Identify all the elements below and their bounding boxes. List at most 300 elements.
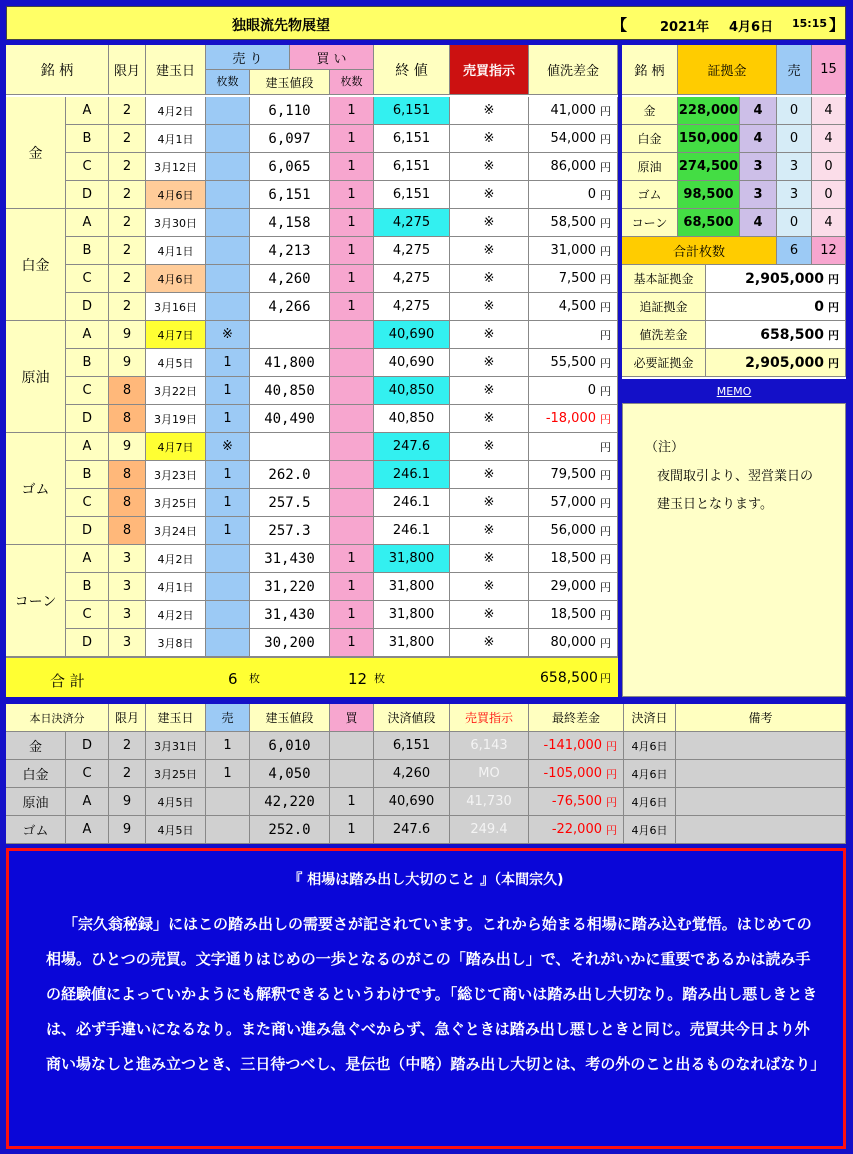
row-instruction-text: ※ xyxy=(483,439,495,454)
margin-header-uri xyxy=(777,45,812,95)
row-label-text: A xyxy=(82,103,92,118)
settle-row-month xyxy=(109,760,146,788)
row-month xyxy=(109,629,146,657)
total-diff: 658,500 xyxy=(540,670,598,686)
row-close-text: 31,800 xyxy=(388,635,435,650)
settle-row-date-text: 4月5日 xyxy=(157,795,194,809)
row-label xyxy=(66,209,109,237)
row-instruction-text: ※ xyxy=(483,635,495,650)
yen-unit: 円 xyxy=(600,608,611,622)
row-sell-text: 1 xyxy=(223,411,232,426)
settle-row-diff-text: -105,000 xyxy=(543,766,602,781)
yen-unit: 円 xyxy=(600,636,611,650)
row-label-text: A xyxy=(82,551,92,566)
row-instruction xyxy=(450,97,529,125)
row-label-text: C xyxy=(82,607,92,622)
row-price-text: 262.0 xyxy=(268,466,311,483)
row-diff xyxy=(529,377,618,405)
row-close-text: 4,275 xyxy=(392,215,431,230)
row-date-text: 4月1日 xyxy=(157,132,194,146)
margin-summary-label xyxy=(622,349,706,377)
margin-row-buy xyxy=(812,125,846,153)
row-month xyxy=(109,405,146,433)
settle-row-date-settled-text: 4月6日 xyxy=(631,795,668,809)
row-price-text: 41,800 xyxy=(264,354,315,371)
settle-header-kessaibi xyxy=(624,704,676,732)
row-diff-text: 54,000 xyxy=(550,131,596,146)
row-label xyxy=(66,433,109,461)
row-month-text: 3 xyxy=(122,579,132,594)
row-sell-text: ※ xyxy=(222,327,233,342)
row-sell xyxy=(206,573,250,601)
margin-row-name-text: 原油 xyxy=(637,160,662,174)
margin-row-amount xyxy=(678,125,740,153)
total-sell-count: 6 xyxy=(228,670,238,688)
row-sell-text: ※ xyxy=(222,439,233,454)
row-close xyxy=(374,377,450,405)
yen-unit: 円 xyxy=(606,795,617,809)
row-close xyxy=(374,181,450,209)
settle-row-price xyxy=(250,732,330,760)
yen-unit: 円 xyxy=(606,823,617,837)
row-price xyxy=(250,461,330,489)
row-date-text: 3月24日 xyxy=(154,524,197,538)
row-instruction xyxy=(450,209,529,237)
row-label-text: A xyxy=(82,439,92,454)
row-month-text: 2 xyxy=(122,187,132,202)
header-year: 2021年 xyxy=(660,20,710,35)
header-sell-maisu xyxy=(206,70,250,95)
row-price-text: 31,220 xyxy=(264,578,315,595)
settle-row-name xyxy=(6,760,66,788)
row-instruction xyxy=(450,573,529,601)
row-instruction-text: ※ xyxy=(483,187,495,202)
row-date-text: 3月16日 xyxy=(154,300,197,314)
group-name-text: コーン xyxy=(14,593,57,610)
row-price xyxy=(250,489,330,517)
yen-unit: 円 xyxy=(600,216,611,230)
row-instruction xyxy=(450,293,529,321)
row-diff xyxy=(529,209,618,237)
row-diff xyxy=(529,517,618,545)
settle-row-date-settled-text: 4月6日 xyxy=(631,823,668,837)
quote-title: 『 相場は踏み出し大切のこと 』（本間宗久) xyxy=(288,872,564,888)
memo-link[interactable]: MEMO xyxy=(716,385,752,398)
settle-row-instruction-text: MO xyxy=(478,766,500,781)
row-date xyxy=(146,321,206,349)
settle-row-month-text: 2 xyxy=(122,738,132,753)
row-date-text: 3月8日 xyxy=(157,636,194,650)
row-instruction xyxy=(450,153,529,181)
row-month-text: 2 xyxy=(122,159,132,174)
settle-row-date-settled xyxy=(624,816,676,844)
settle-row-note xyxy=(676,816,846,844)
row-close xyxy=(374,349,450,377)
margin-summary-value-text: 2,905,000 xyxy=(745,354,824,371)
row-buy xyxy=(330,517,374,545)
row-price xyxy=(250,97,330,125)
yen-unit: 円 xyxy=(600,160,611,174)
date-bracket-open: 【 xyxy=(612,16,628,34)
row-buy-text: 1 xyxy=(347,215,356,230)
settle-header-saishu-sakin-text: 最終差金 xyxy=(551,711,600,725)
row-buy-text: 1 xyxy=(347,607,356,622)
row-diff xyxy=(529,433,618,461)
row-instruction-text: ※ xyxy=(483,103,495,118)
header-owarine xyxy=(374,45,450,95)
row-buy xyxy=(330,433,374,461)
row-buy xyxy=(330,153,374,181)
settle-header-tategyoku-nedan xyxy=(250,704,330,732)
row-sell xyxy=(206,97,250,125)
row-label-text: D xyxy=(81,635,92,650)
yen-unit: 円 xyxy=(600,440,611,454)
row-label xyxy=(66,629,109,657)
margin-row-name xyxy=(622,153,678,181)
margin-row-sell xyxy=(777,209,812,237)
row-buy xyxy=(330,181,374,209)
row-buy xyxy=(330,489,374,517)
row-month-text: 3 xyxy=(122,607,132,622)
row-date-text: 4月6日 xyxy=(157,272,194,286)
margin-row-n xyxy=(740,181,777,209)
row-month-text: 3 xyxy=(122,551,132,566)
row-close-text: 40,690 xyxy=(388,355,435,370)
row-diff-text: 0 xyxy=(587,383,596,398)
row-instruction xyxy=(450,181,529,209)
row-instruction xyxy=(450,545,529,573)
row-close-text: 4,275 xyxy=(392,299,431,314)
settle-header-biko-text: 備考 xyxy=(748,711,773,725)
row-label xyxy=(66,237,109,265)
margin-row-n-text: 4 xyxy=(753,103,763,118)
row-diff-text: 57,000 xyxy=(550,495,596,510)
row-date xyxy=(146,601,206,629)
row-price-text: 257.5 xyxy=(268,494,311,511)
settle-header-title xyxy=(6,704,109,732)
row-month-text: 9 xyxy=(122,439,132,454)
header-kai xyxy=(290,45,374,70)
margin-total-label-text: 合計枚数 xyxy=(672,245,725,260)
margin-summary-label-text: 必要証拠金 xyxy=(633,356,694,370)
row-month-text: 8 xyxy=(122,411,132,426)
margin-summary-label-text: 追証拠金 xyxy=(639,300,688,314)
row-diff-text: 79,500 xyxy=(550,467,596,482)
row-month-text: 8 xyxy=(122,467,132,482)
row-label xyxy=(66,573,109,601)
row-close xyxy=(374,461,450,489)
settle-row-date xyxy=(146,788,206,816)
row-diff xyxy=(529,629,618,657)
row-price-text: 40,850 xyxy=(264,382,315,399)
settle-row-buy xyxy=(330,788,374,816)
margin-row-buy-text: 4 xyxy=(824,215,833,230)
row-month-text: 2 xyxy=(122,131,132,146)
header-gengetsu-text: 限月 xyxy=(113,64,140,79)
row-sell xyxy=(206,265,250,293)
row-price-text: 4,213 xyxy=(268,242,311,259)
row-label-text: A xyxy=(82,215,92,230)
margin-row-name-text: 白金 xyxy=(637,132,662,146)
yen-unit: 円 xyxy=(600,328,611,342)
row-instruction xyxy=(450,125,529,153)
row-label xyxy=(66,377,109,405)
settle-row-settle-text: 6,151 xyxy=(392,738,431,753)
yen-unit: 円 xyxy=(600,468,611,482)
settle-row-month xyxy=(109,816,146,844)
header-sell-maisu-text: 枚数 xyxy=(216,75,239,88)
header-time: 15:15 xyxy=(792,17,828,30)
margin-row-amount xyxy=(678,97,740,125)
margin-row-n-text: 4 xyxy=(753,215,763,230)
row-diff xyxy=(529,461,618,489)
row-date xyxy=(146,153,206,181)
yen-unit: 円 xyxy=(606,739,617,753)
row-instruction-text: ※ xyxy=(483,579,495,594)
row-label xyxy=(66,601,109,629)
settle-row-buy xyxy=(330,732,374,760)
row-sell xyxy=(206,293,250,321)
row-label xyxy=(66,97,109,125)
margin-row-n xyxy=(740,97,777,125)
settle-row-date xyxy=(146,816,206,844)
row-date xyxy=(146,209,206,237)
row-label xyxy=(66,153,109,181)
row-label-text: B xyxy=(82,579,92,594)
settle-row-instruction xyxy=(450,732,529,760)
row-instruction-text: ※ xyxy=(483,495,495,510)
margin-header-shokokin xyxy=(678,45,777,95)
quote-panel xyxy=(6,848,846,1149)
header-meigara-text: 銘 柄 xyxy=(40,62,74,79)
group-name-text: ゴム xyxy=(21,481,50,498)
row-sell xyxy=(206,461,250,489)
row-diff-text: 0 xyxy=(587,187,596,202)
header-tategyokubi-text: 建玉日 xyxy=(155,64,195,79)
margin-row-buy xyxy=(812,153,846,181)
header-uri-text: 売 り xyxy=(232,51,263,67)
settle-row-settle xyxy=(374,788,450,816)
row-month-text: 8 xyxy=(122,495,132,510)
margin-row-n xyxy=(740,153,777,181)
row-instruction-text: ※ xyxy=(483,551,495,566)
row-price xyxy=(250,405,330,433)
row-label-text: C xyxy=(82,495,92,510)
row-close-text: 4,275 xyxy=(392,271,431,286)
settle-header-kessaibi-text: 決済日 xyxy=(631,711,668,725)
yen-unit: 円 xyxy=(600,132,611,146)
row-buy-text: 1 xyxy=(347,187,356,202)
settle-row-label-text: A xyxy=(82,822,92,837)
row-close xyxy=(374,433,450,461)
margin-summary-label-text: 基本証拠金 xyxy=(633,272,694,286)
margin-row-sell xyxy=(777,153,812,181)
row-sell xyxy=(206,405,250,433)
page-title: 独眼流先物展望 xyxy=(232,18,330,34)
row-close xyxy=(374,153,450,181)
row-price xyxy=(250,517,330,545)
row-instruction xyxy=(450,461,529,489)
settle-row-label xyxy=(66,788,109,816)
row-buy xyxy=(330,265,374,293)
settle-row-sell xyxy=(206,732,250,760)
yen-unit: 円 xyxy=(600,496,611,510)
settle-header-biko xyxy=(676,704,846,732)
settle-row-name-text: 原油 xyxy=(22,796,49,811)
settle-header-kessai-nedan xyxy=(374,704,450,732)
margin-row-sell xyxy=(777,125,812,153)
row-diff-text: 18,500 xyxy=(550,607,596,622)
row-buy-text: 1 xyxy=(347,551,356,566)
group-name-text: 原油 xyxy=(21,369,50,386)
row-month xyxy=(109,97,146,125)
row-instruction-text: ※ xyxy=(483,327,495,342)
settle-header-uri xyxy=(206,704,250,732)
row-label-text: D xyxy=(81,187,92,202)
row-price-text: 4,266 xyxy=(268,298,311,315)
margin-summary-value xyxy=(706,293,846,321)
settle-row-note xyxy=(676,760,846,788)
group-name xyxy=(6,433,66,545)
row-close-text: 246.1 xyxy=(392,467,431,482)
row-buy xyxy=(330,573,374,601)
yen-unit: 円 xyxy=(600,412,611,426)
settle-row-note xyxy=(676,788,846,816)
yen-unit: 円 xyxy=(828,272,839,286)
margin-summary-value-text: 0 xyxy=(814,298,824,315)
row-month xyxy=(109,209,146,237)
settle-row-sell xyxy=(206,788,250,816)
settle-row-name xyxy=(6,816,66,844)
margin-summary-label xyxy=(622,293,706,321)
row-date xyxy=(146,265,206,293)
header-kai-text: 買 い xyxy=(316,51,347,67)
settle-row-diff-text: -141,000 xyxy=(543,738,602,753)
total-row xyxy=(6,657,618,697)
row-sell-text: 1 xyxy=(223,523,232,538)
row-date xyxy=(146,181,206,209)
margin-total-sell-text: 6 xyxy=(789,243,799,258)
settle-row-sell xyxy=(206,816,250,844)
settle-header-kessai-nedan-text: 決済値段 xyxy=(387,711,436,725)
margin-row-n xyxy=(740,209,777,237)
row-close xyxy=(374,125,450,153)
header-gengetsu xyxy=(109,45,146,95)
settle-row-date-settled xyxy=(624,760,676,788)
row-date-text: 3月22日 xyxy=(154,384,197,398)
row-diff xyxy=(529,293,618,321)
settle-row-price-text: 4,050 xyxy=(268,765,311,782)
settle-row-settle xyxy=(374,760,450,788)
yen-unit: 円 xyxy=(828,328,839,342)
row-date-text: 4月2日 xyxy=(157,608,194,622)
row-sell xyxy=(206,125,250,153)
settle-row-label-text: A xyxy=(82,794,92,809)
row-close-text: 246.1 xyxy=(392,523,431,538)
settle-row-name xyxy=(6,788,66,816)
settle-row-diff xyxy=(529,788,624,816)
row-date-text: 3月30日 xyxy=(154,216,197,230)
settle-row-price xyxy=(250,788,330,816)
margin-row-sell xyxy=(777,181,812,209)
row-diff xyxy=(529,349,618,377)
margin-header-meigara xyxy=(622,45,678,95)
header-baibai-shiji xyxy=(450,45,529,95)
row-price xyxy=(250,377,330,405)
row-sell-text: 1 xyxy=(223,495,232,510)
row-close xyxy=(374,573,450,601)
row-instruction xyxy=(450,601,529,629)
margin-summary-value-text: 658,500 xyxy=(760,326,824,343)
row-diff xyxy=(529,573,618,601)
row-buy-text: 1 xyxy=(347,243,356,258)
row-instruction xyxy=(450,237,529,265)
row-sell-text: 1 xyxy=(223,467,232,482)
row-instruction-text: ※ xyxy=(483,159,495,174)
margin-total-sell xyxy=(777,237,812,265)
settle-header-kai-text: 買 xyxy=(345,711,358,725)
row-date xyxy=(146,573,206,601)
settle-row-month-text: 2 xyxy=(122,766,132,781)
row-label-text: B xyxy=(82,355,92,370)
row-buy xyxy=(330,629,374,657)
total-sell-unit: 枚 xyxy=(249,672,260,685)
yen-unit: 円 xyxy=(600,272,611,286)
row-instruction xyxy=(450,629,529,657)
margin-row-amount-text: 150,000 xyxy=(678,131,739,146)
row-month xyxy=(109,461,146,489)
memo-panel xyxy=(622,381,846,697)
row-price-text: 4,260 xyxy=(268,270,311,287)
row-price-text: 6,065 xyxy=(268,158,311,175)
row-date xyxy=(146,629,206,657)
margin-header-count-text: 15 xyxy=(820,62,837,77)
settle-row-diff-text: -76,500 xyxy=(551,794,602,809)
row-month xyxy=(109,433,146,461)
row-date xyxy=(146,377,206,405)
row-diff xyxy=(529,405,618,433)
margin-row-amount-text: 98,500 xyxy=(683,187,734,202)
row-price-text: 40,490 xyxy=(264,410,315,427)
group-name xyxy=(6,97,66,209)
margin-row-n-text: 3 xyxy=(753,159,763,174)
settle-row-month-text: 9 xyxy=(122,794,132,809)
row-label-text: B xyxy=(82,243,92,258)
row-instruction-text: ※ xyxy=(483,131,495,146)
settle-row-instruction xyxy=(450,788,529,816)
row-date-text: 4月2日 xyxy=(157,552,194,566)
row-sell xyxy=(206,209,250,237)
row-date xyxy=(146,461,206,489)
row-label-text: C xyxy=(82,383,92,398)
settle-row-date-text: 4月5日 xyxy=(157,823,194,837)
header-tategyoku-nedan xyxy=(250,70,330,95)
row-diff xyxy=(529,237,618,265)
row-close-text: 6,151 xyxy=(392,131,431,146)
row-buy xyxy=(330,97,374,125)
settle-row-date-settled-text: 4月6日 xyxy=(631,767,668,781)
row-label xyxy=(66,265,109,293)
row-month xyxy=(109,377,146,405)
margin-row-name xyxy=(622,181,678,209)
settle-row-settle-text: 247.6 xyxy=(392,822,431,837)
settle-row-price-text: 42,220 xyxy=(264,793,315,810)
settle-row-date xyxy=(146,732,206,760)
row-month-text: 2 xyxy=(122,271,132,286)
row-close-text: 40,850 xyxy=(388,411,435,426)
row-label xyxy=(66,125,109,153)
row-sell-text: 1 xyxy=(223,355,232,370)
